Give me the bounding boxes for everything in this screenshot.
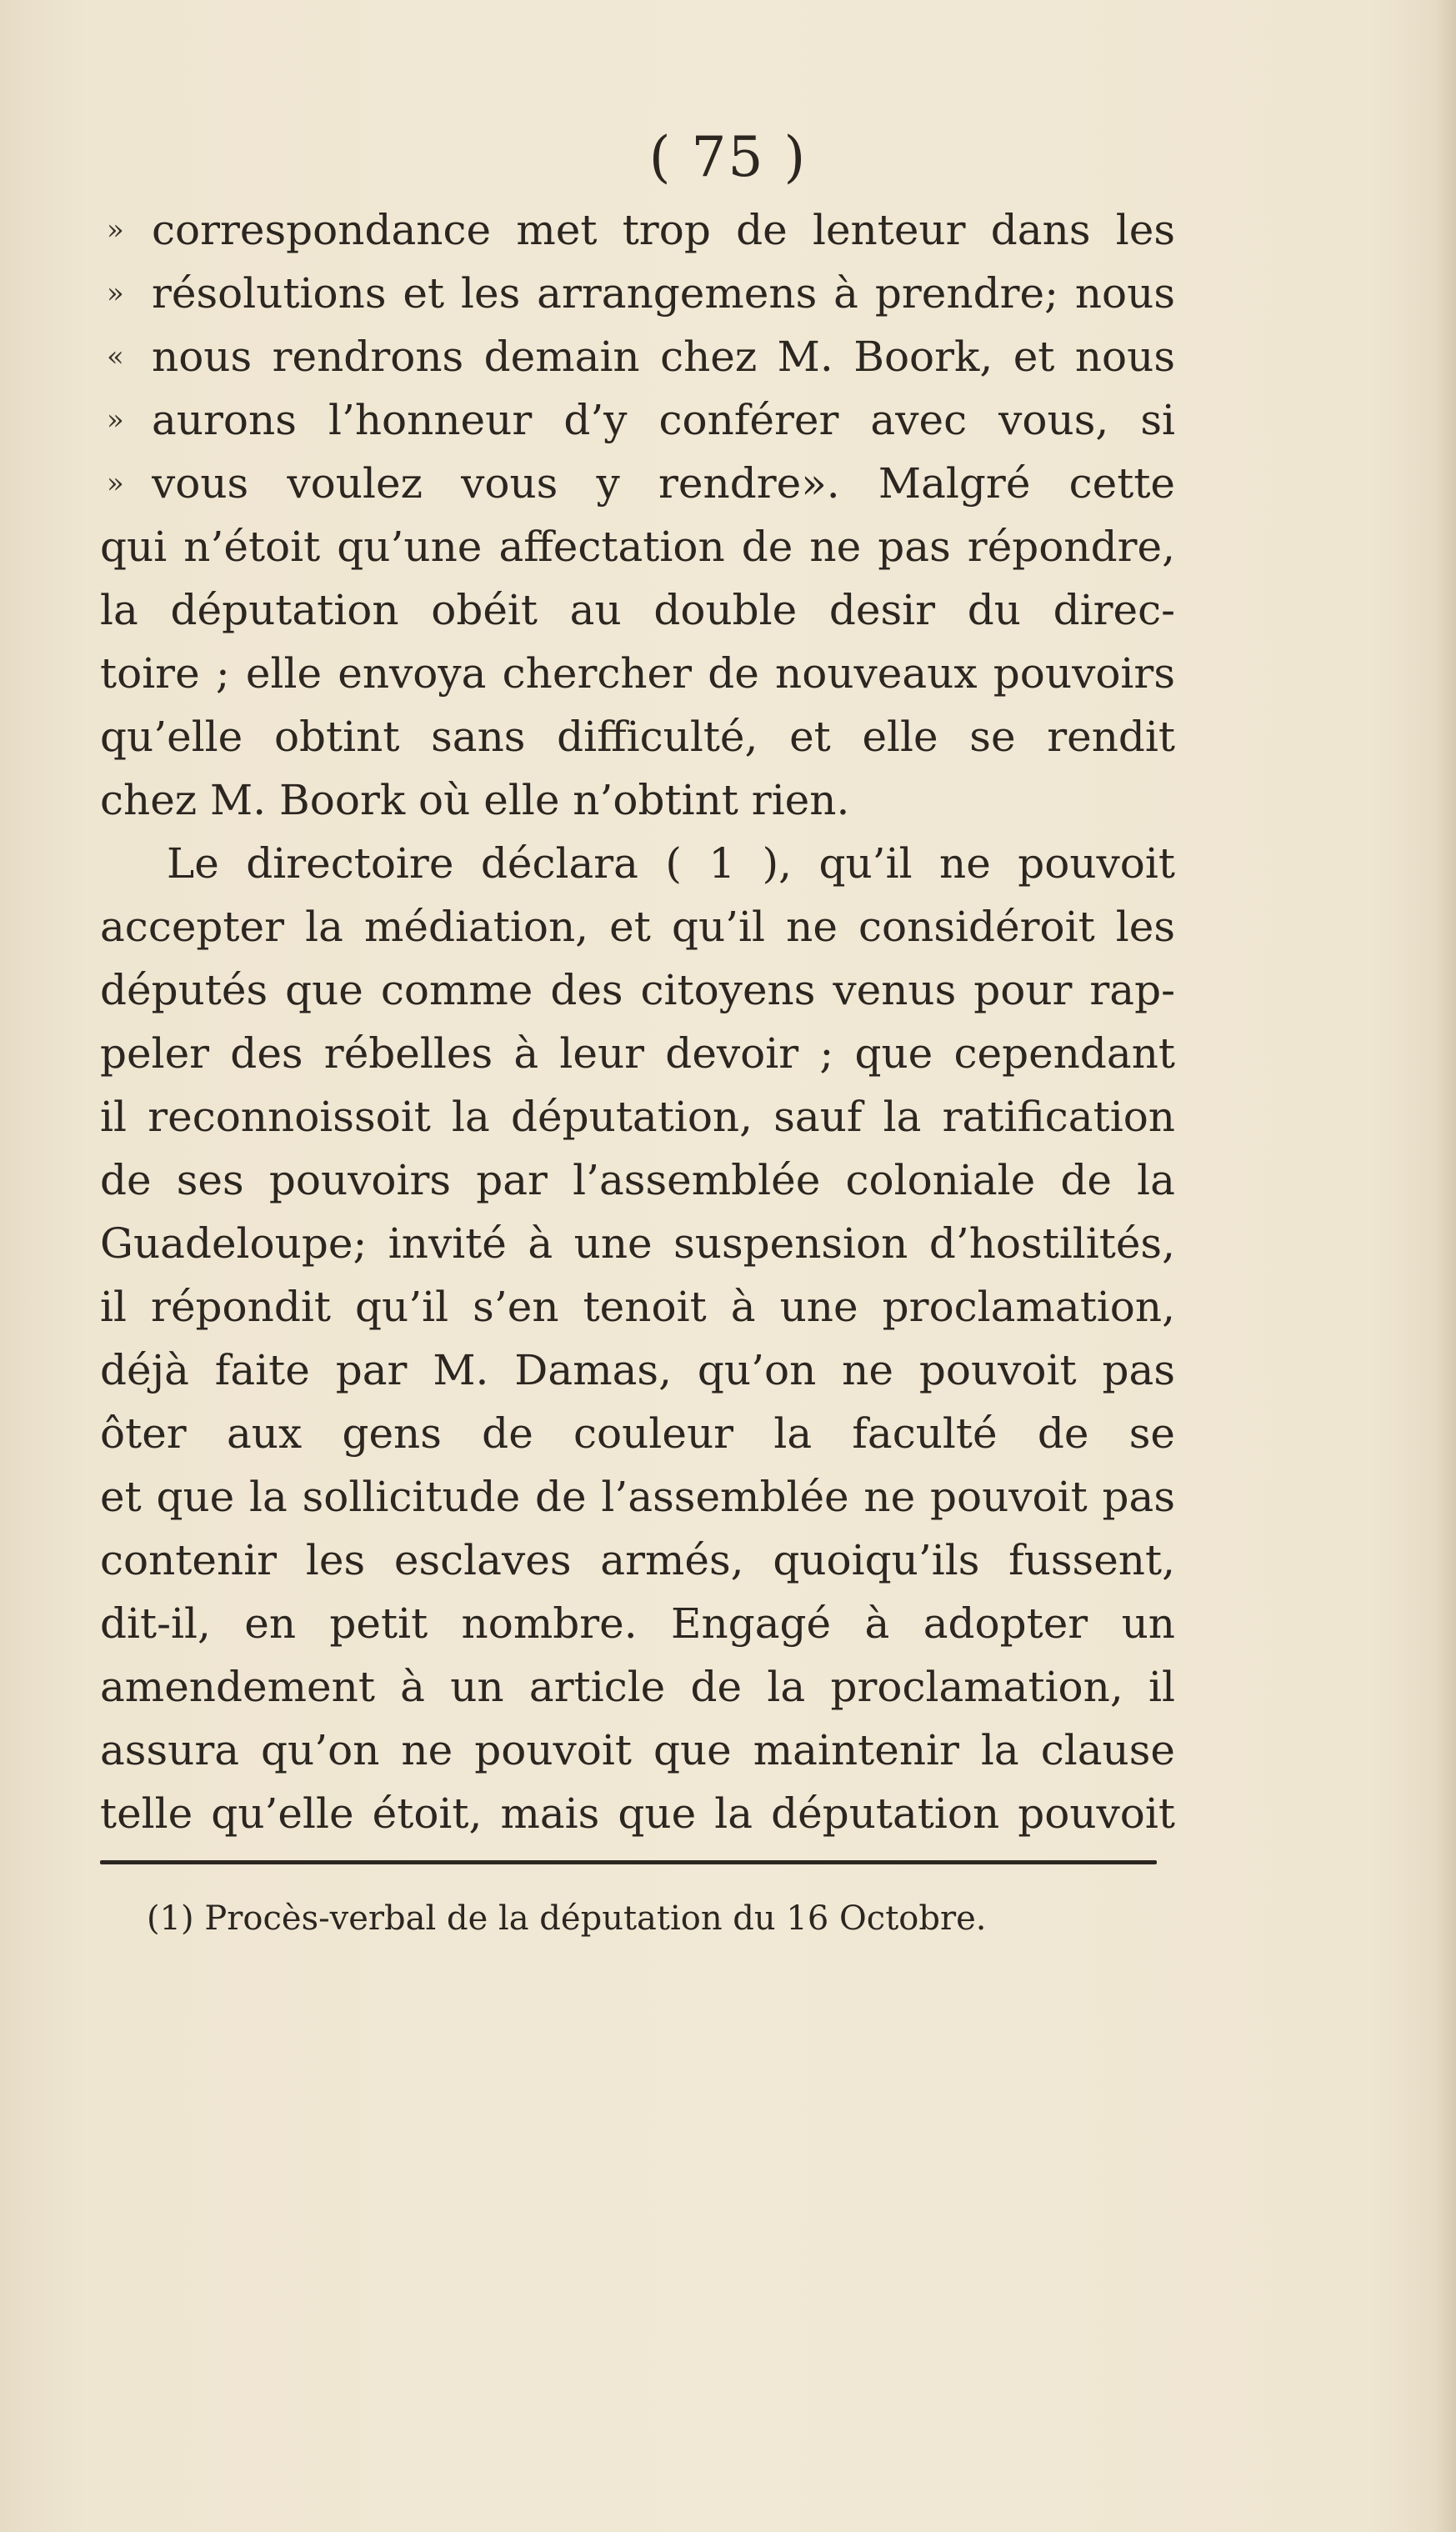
guillemet-mark: »: [107, 277, 124, 310]
line-text: accepter la médiation, et qu’il ne considéroit les: [100, 903, 1175, 951]
line-text: chez M. Boork où elle n’obtint rien.: [100, 776, 850, 824]
guillemet-mark: «: [107, 340, 124, 373]
line-text: dit-il, en petit nombre. Engagé à adopter un: [100, 1599, 1175, 1648]
text-line-19: [100, 1339, 1175, 1402]
text-line-16: [100, 1148, 1175, 1212]
line-text: aurons l’honneur d’y conférer avec vous, si: [152, 396, 1175, 444]
line-text: toire ; elle envoya chercher de nouveaux pouvoirs: [100, 649, 1175, 698]
line-text: il reconnoissoit la députation, sauf la ratification: [100, 1093, 1175, 1141]
guillemet-mark: »: [107, 213, 124, 247]
text-line-8: [100, 642, 1175, 705]
text-line-7: [100, 578, 1175, 642]
text-line-1: [100, 198, 1175, 262]
text-line-17: [100, 1212, 1175, 1275]
text-line-10: [100, 768, 1175, 832]
text-line-15: [100, 1085, 1175, 1148]
line-text: peler des rébelles à leur devoir ; que cependant: [100, 1029, 1175, 1078]
page-edge-shadow: [1434, 0, 1456, 2532]
text-line-12: [100, 895, 1175, 958]
line-text: il répondit qu’il s’en tenoit à une proclamation,: [100, 1283, 1175, 1331]
text-line-3: [100, 325, 1175, 388]
body-text: [100, 198, 1175, 1845]
text-line-9: [100, 705, 1175, 768]
line-text: nous rendrons demain chez M. Boork, et nous: [152, 333, 1175, 381]
line-text: qu’elle obtint sans difficulté, et elle se rendit: [100, 713, 1175, 761]
text-line-11: [100, 832, 1175, 895]
text-line-26: [100, 1782, 1175, 1845]
text-line-5: [100, 452, 1175, 515]
footnote-divider: [100, 1860, 1157, 1864]
footnote: (1) Procès-verbal de la députation du 16 Octobre.: [147, 1899, 987, 1938]
line-text: telle qu’elle étoit, mais que la députation pouvoit: [100, 1789, 1175, 1838]
text-line-6: [100, 515, 1175, 578]
text-line-4: [100, 388, 1175, 452]
text-line-24: [100, 1655, 1175, 1719]
line-text: correspondance met trop de lenteur dans les: [152, 206, 1175, 254]
page-number: ( 75 ): [648, 125, 808, 189]
text-line-18: [100, 1275, 1175, 1339]
line-text: assura qu’on ne pouvoit que maintenir la clause: [100, 1726, 1175, 1774]
line-text: la députation obéit au double desir du direc-: [100, 586, 1175, 634]
guillemet-mark: »: [107, 403, 124, 437]
line-text: Le directoire déclara ( 1 ), qu’il ne pouvoit: [167, 839, 1175, 888]
line-text: Guadeloupe; invité à une suspension d’hostilités,: [100, 1219, 1175, 1268]
guillemet-mark: »: [107, 467, 124, 500]
text-line-14: [100, 1022, 1175, 1085]
text-line-23: [100, 1592, 1175, 1655]
line-text: amendement à un article de la proclamation, il: [100, 1663, 1175, 1711]
text-line-13: [100, 958, 1175, 1022]
line-text: et que la sollicitude de l’assemblée ne pouvoit pas: [100, 1473, 1175, 1521]
line-text: ôter aux gens de couleur la faculté de se: [100, 1409, 1175, 1458]
line-text: déjà faite par M. Damas, qu’on ne pouvoit pas: [100, 1346, 1175, 1394]
line-text: députés que comme des citoyens venus pour rap-: [100, 966, 1175, 1014]
line-text: de ses pouvoirs par l’assemblée coloniale de la: [100, 1156, 1175, 1204]
line-text: vous voulez vous y rendre». Malgré cette: [152, 459, 1175, 508]
line-text: contenir les esclaves armés, quoiqu’ils fussent,: [100, 1536, 1175, 1584]
text-line-22: [100, 1529, 1175, 1592]
text-line-21: [100, 1465, 1175, 1529]
text-line-2: [100, 262, 1175, 325]
text-line-20: [100, 1402, 1175, 1465]
line-text: qui n’étoit qu’une affectation de ne pas répondre,: [100, 523, 1175, 571]
line-text: résolutions et les arrangemens à prendre; nous: [152, 269, 1175, 318]
text-line-25: [100, 1719, 1175, 1782]
